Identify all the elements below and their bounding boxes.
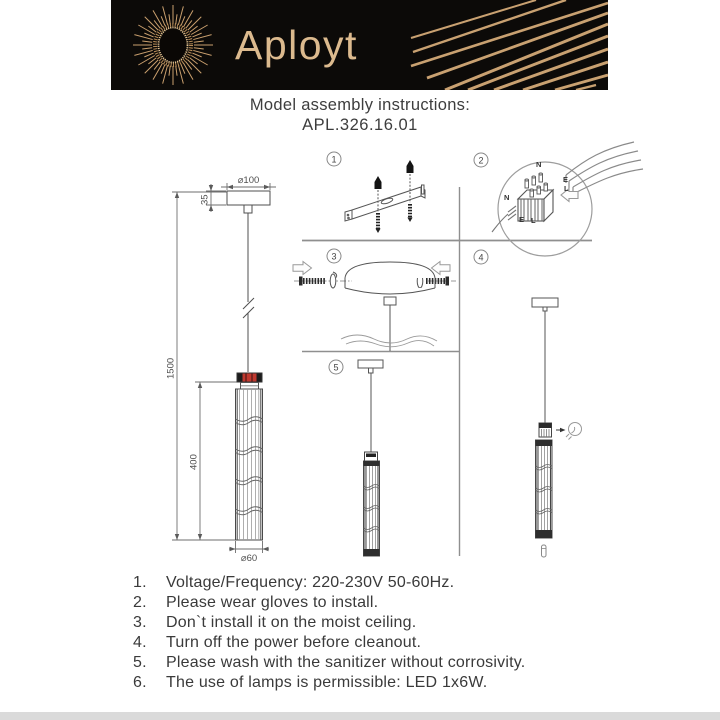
instruction-item-6 — [115, 673, 620, 693]
step-1-bracket-drawing — [345, 160, 425, 233]
page-title: Model assembly instructions: — [249, 96, 471, 114]
wire-label-l-left: L — [531, 216, 536, 225]
dim-shade-diameter: ⌀60 — [240, 553, 258, 564]
step-3-canopy-drawing — [293, 262, 456, 352]
item-text: Please wear gloves to install. — [166, 594, 379, 611]
wire-label-l-top: L — [564, 184, 569, 193]
step-4-lamp-insert-drawing — [532, 298, 582, 557]
model-number: APL.326.16.01 — [302, 116, 418, 134]
item-text: Please wash with the sanitizer without corrosivity. — [166, 654, 526, 671]
step-1-badge: 1 — [331, 154, 337, 165]
wire-label-n-left: N — [504, 193, 510, 202]
instruction-item-4 — [115, 633, 620, 653]
item-text: Turn off the power before cleanout. — [166, 634, 422, 651]
item-text: The use of lamps is permissible: LED 1x6W. — [166, 674, 488, 691]
wire-label-n-top: N — [536, 160, 542, 169]
item-text: Don`t install it on the moist ceiling. — [166, 614, 417, 631]
photo-edge-strip — [0, 712, 720, 720]
brand-wordmark: Aployt — [235, 22, 358, 68]
dim-canopy-height: 35 — [199, 194, 211, 205]
dim-total-height: 1500 — [165, 357, 177, 379]
item-number: 6. — [133, 674, 147, 691]
main-pendant-drawing — [166, 175, 277, 564]
instruction-item-3 — [115, 613, 620, 633]
step-4-badge: 4 — [478, 252, 484, 263]
step-5-badge: 5 — [333, 362, 339, 373]
lamp-holder — [237, 373, 262, 382]
instruction-item-1 — [115, 573, 620, 593]
step-2-wiring-drawing — [492, 142, 643, 256]
item-number: 1. — [133, 574, 147, 591]
step-5-assembled-drawing — [358, 360, 383, 556]
item-number: 5. — [133, 654, 147, 671]
dim-shade-height: 400 — [188, 454, 200, 470]
dim-canopy-diameter: ⌀100 — [237, 175, 260, 186]
item-number: 2. — [133, 594, 147, 611]
item-number: 4. — [133, 634, 147, 651]
instruction-list — [115, 573, 620, 693]
wire-label-e-left: E — [519, 215, 525, 224]
item-text: Voltage/Frequency: 220-230V 50-60Hz. — [166, 574, 455, 591]
wire-label-e-top: E — [563, 175, 569, 184]
instruction-item-5 — [115, 653, 620, 673]
step-2-badge: 2 — [478, 155, 484, 166]
instruction-item-2 — [115, 593, 620, 613]
step-3-badge: 3 — [331, 251, 337, 262]
item-number: 3. — [133, 614, 147, 631]
